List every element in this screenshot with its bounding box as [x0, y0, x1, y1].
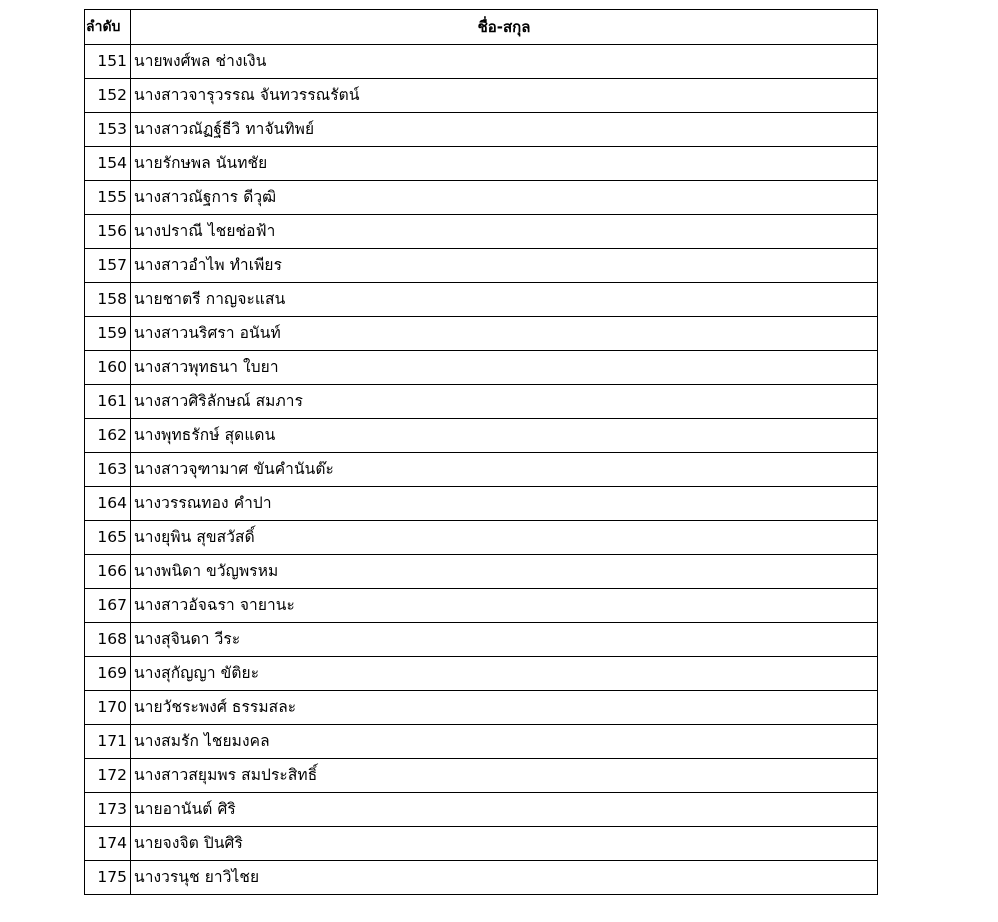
table-row — [85, 589, 878, 623]
table-row — [85, 555, 878, 589]
table-row — [85, 521, 878, 555]
full-name-cell: นางสาวอัจฉรา จายานะ — [131, 589, 878, 623]
order-number-cell: 169 — [85, 657, 131, 691]
order-number-cell: 158 — [85, 283, 131, 317]
name-list-table — [84, 9, 878, 895]
table-row — [85, 793, 878, 827]
order-number-cell: 168 — [85, 623, 131, 657]
order-column-header: ลำดับ — [85, 10, 131, 45]
full-name-cell: นางสาวณัฐการ ดีวุฒิ — [131, 181, 878, 215]
order-number-cell: 159 — [85, 317, 131, 351]
order-number-cell: 153 — [85, 113, 131, 147]
table-row — [85, 453, 878, 487]
table-row — [85, 113, 878, 147]
table-row — [85, 725, 878, 759]
table-row — [85, 827, 878, 861]
order-number-cell: 173 — [85, 793, 131, 827]
table-row — [85, 691, 878, 725]
full-name-cell: นางสาวอำไพ ทำเพียร — [131, 249, 878, 283]
order-number-cell: 157 — [85, 249, 131, 283]
table-row — [85, 147, 878, 181]
order-number-cell: 160 — [85, 351, 131, 385]
full-name-cell: นางสาวสยุมพร สมประสิทธิ์ — [131, 759, 878, 793]
order-number-cell: 151 — [85, 45, 131, 79]
full-name-cell: นางสมรัก ไชยมงคล — [131, 725, 878, 759]
name-column-header: ชื่อ-สกุล — [131, 10, 878, 45]
order-number-cell: 171 — [85, 725, 131, 759]
table-header — [85, 10, 878, 45]
full-name-cell: นายพงศ์พล ช่างเงิน — [131, 45, 878, 79]
order-number-cell: 162 — [85, 419, 131, 453]
table-row — [85, 249, 878, 283]
full-name-cell: นายชาตรี กาญจะแสน — [131, 283, 878, 317]
full-name-cell: นางสาวศิริลักษณ์ สมภาร — [131, 385, 878, 419]
full-name-cell: นางสุกัญญา ขัติยะ — [131, 657, 878, 691]
full-name-cell: นายอานันต์ ศิริ — [131, 793, 878, 827]
full-name-cell: นางพุทธรักษ์ สุดแดน — [131, 419, 878, 453]
order-number-cell: 154 — [85, 147, 131, 181]
order-number-cell: 174 — [85, 827, 131, 861]
full-name-cell: นางสุจินดา วีระ — [131, 623, 878, 657]
full-name-cell: นายรักษพล นันทชัย — [131, 147, 878, 181]
table-row — [85, 283, 878, 317]
order-number-cell: 166 — [85, 555, 131, 589]
table-row — [85, 215, 878, 249]
table-row — [85, 861, 878, 895]
full-name-cell: นางสาวนริศรา อนันท์ — [131, 317, 878, 351]
table-row — [85, 317, 878, 351]
order-number-cell: 165 — [85, 521, 131, 555]
table-row — [85, 623, 878, 657]
header-row — [85, 10, 878, 45]
table-row — [85, 759, 878, 793]
order-number-cell: 156 — [85, 215, 131, 249]
order-number-cell: 167 — [85, 589, 131, 623]
table-row — [85, 181, 878, 215]
table-row — [85, 487, 878, 521]
table-row — [85, 45, 878, 79]
full-name-cell: นางปราณี ไชยช่อฟ้า — [131, 215, 878, 249]
order-number-cell: 152 — [85, 79, 131, 113]
full-name-cell: นางสาวณัฏฐ์ธีวิ ทาจันทิพย์ — [131, 113, 878, 147]
table-row — [85, 657, 878, 691]
full-name-cell: นางสาวพุทธนา ใบยา — [131, 351, 878, 385]
order-number-cell: 155 — [85, 181, 131, 215]
table-row — [85, 79, 878, 113]
full-name-cell: นางพนิดา ขวัญพรหม — [131, 555, 878, 589]
order-number-cell: 164 — [85, 487, 131, 521]
full-name-cell: นางสาวจารุวรรณ จันทวรรณรัตน์ — [131, 79, 878, 113]
table-row — [85, 385, 878, 419]
full-name-cell: นางวรนุช ยาวิไชย — [131, 861, 878, 895]
full-name-cell: นายจงจิต ปินศิริ — [131, 827, 878, 861]
table-body — [85, 45, 878, 895]
full-name-cell: นางสาวจุฑามาศ ขันคำนันต๊ะ — [131, 453, 878, 487]
order-number-cell: 163 — [85, 453, 131, 487]
order-number-cell: 175 — [85, 861, 131, 895]
order-number-cell: 172 — [85, 759, 131, 793]
table-row — [85, 351, 878, 385]
full-name-cell: นางวรรณทอง คำปา — [131, 487, 878, 521]
full-name-cell: นางยุพิน สุขสวัสดิ์ — [131, 521, 878, 555]
order-number-cell: 161 — [85, 385, 131, 419]
table-row — [85, 419, 878, 453]
full-name-cell: นายวัชระพงศ์ ธรรมสละ — [131, 691, 878, 725]
order-number-cell: 170 — [85, 691, 131, 725]
